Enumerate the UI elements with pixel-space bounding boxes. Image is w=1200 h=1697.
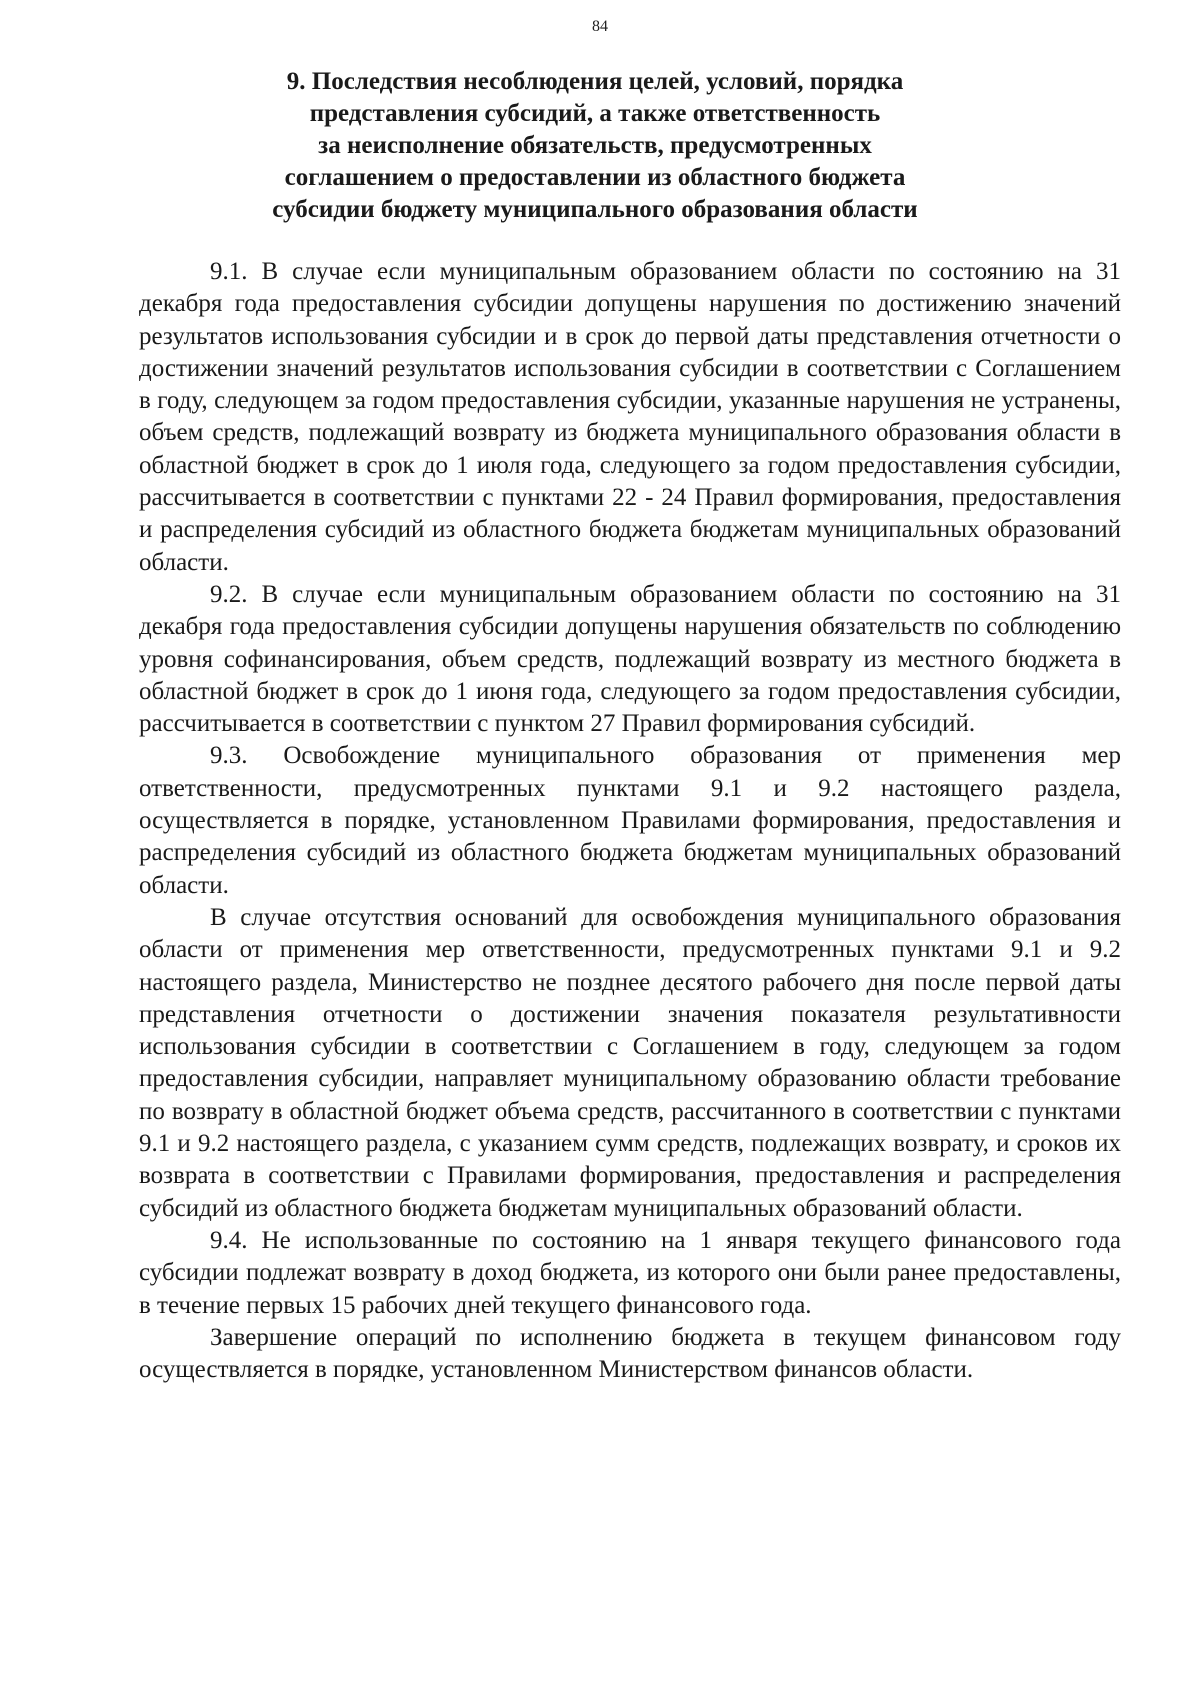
- document-body: [139, 256, 1121, 1386]
- section-title: [220, 66, 970, 226]
- paragraph-9-3-continued: В случае отсутствия оснований для освобождения муниципального образования области от применения мер ответственности, предусмотренных пунктами 9.1 и 9.2 настоящего раздела, Министерство не позднее десятого рабочего дня после первой даты представления отчетности о достижении значения показателя результативности использования субсидии в соответствии с Соглашением в году, следующем за годом предоставления субсидии, направляет муниципальному образованию области требование по возврату в областной бюджет объема средств, рассчитанного в соответствии с пунктами 9.1 и 9.2 настоящего раздела, с указанием сумм средств, подлежащих возврату, и сроков их возврата в соответствии с Правилами формирования, предоставления и распределения субсидий из областного бюджета бюджетам муниципальных образований области.: [139, 903, 1121, 1222]
- page-number: 84: [592, 18, 608, 35]
- section-title-line: представления субсидий, а также ответственность: [309, 100, 881, 127]
- paragraph-9-4: 9.4. Не использованные по состоянию на 1 января текущего финансового года субсидии подлежат возврату в доход бюджета, из которого они были ранее предоставлены, в течение первых 15 рабочих дней текущего финансового года.: [139, 1226, 1121, 1319]
- paragraph-9-1: 9.1. В случае если муниципальным образованием области по состоянию на 31 декабря года предоставления субсидии допущены нарушения по достижению значений результатов использования субсидии и в срок до первой даты представления отчетности о достижении значений результатов использования субсидии в соответствии с Соглашением в году, следующем за годом предоставления субсидии, указанные нарушения не устранены, объем средств, подлежащий возврату из бюджета муниципального образования области в областной бюджет в срок до 1 июля года, следующего за годом предоставления субсидии, рассчитывается в соответствии с пунктами 22 - 24 Правил формирования, предоставления и распределения субсидий из областного бюджета бюджетам муниципальных образований области.: [139, 258, 1121, 576]
- paragraph-9-4-continued: Завершение операций по исполнению бюджета в текущем финансовом году осуществляется в порядке, установленном Министерством финансов области.: [139, 1323, 1121, 1384]
- paragraph-9-3: 9.3. Освобождение муниципального образования от применения мер ответственности, предусмотренных пунктами 9.1 и 9.2 настоящего раздела, осуществляется в порядке, установленном Правилами формирования, предоставления и распределения субсидий из областного бюджета бюджетам муниципальных образований области.: [139, 742, 1121, 899]
- section-title-line: 9. Последствия несоблюдения целей, условий, порядка: [286, 68, 904, 95]
- paragraph-9-2: 9.2. В случае если муниципальным образованием области по состоянию на 31 декабря года предоставления субсидии допущены нарушения обязательств по соблюдению уровня софинансирования, объем средств, подлежащий возврату из местного бюджета в областной бюджет в срок до 1 июня года, следующего за годом предоставления субсидии, рассчитывается в соответствии с пунктом 27 Правил формирования субсидий.: [139, 580, 1121, 738]
- section-title-line: за неисполнение обязательств, предусмотренных: [318, 132, 872, 159]
- section-title-line: соглашением о предоставлении из областного бюджета: [284, 164, 906, 191]
- section-title-line: субсидии бюджету муниципального образования области: [272, 196, 918, 223]
